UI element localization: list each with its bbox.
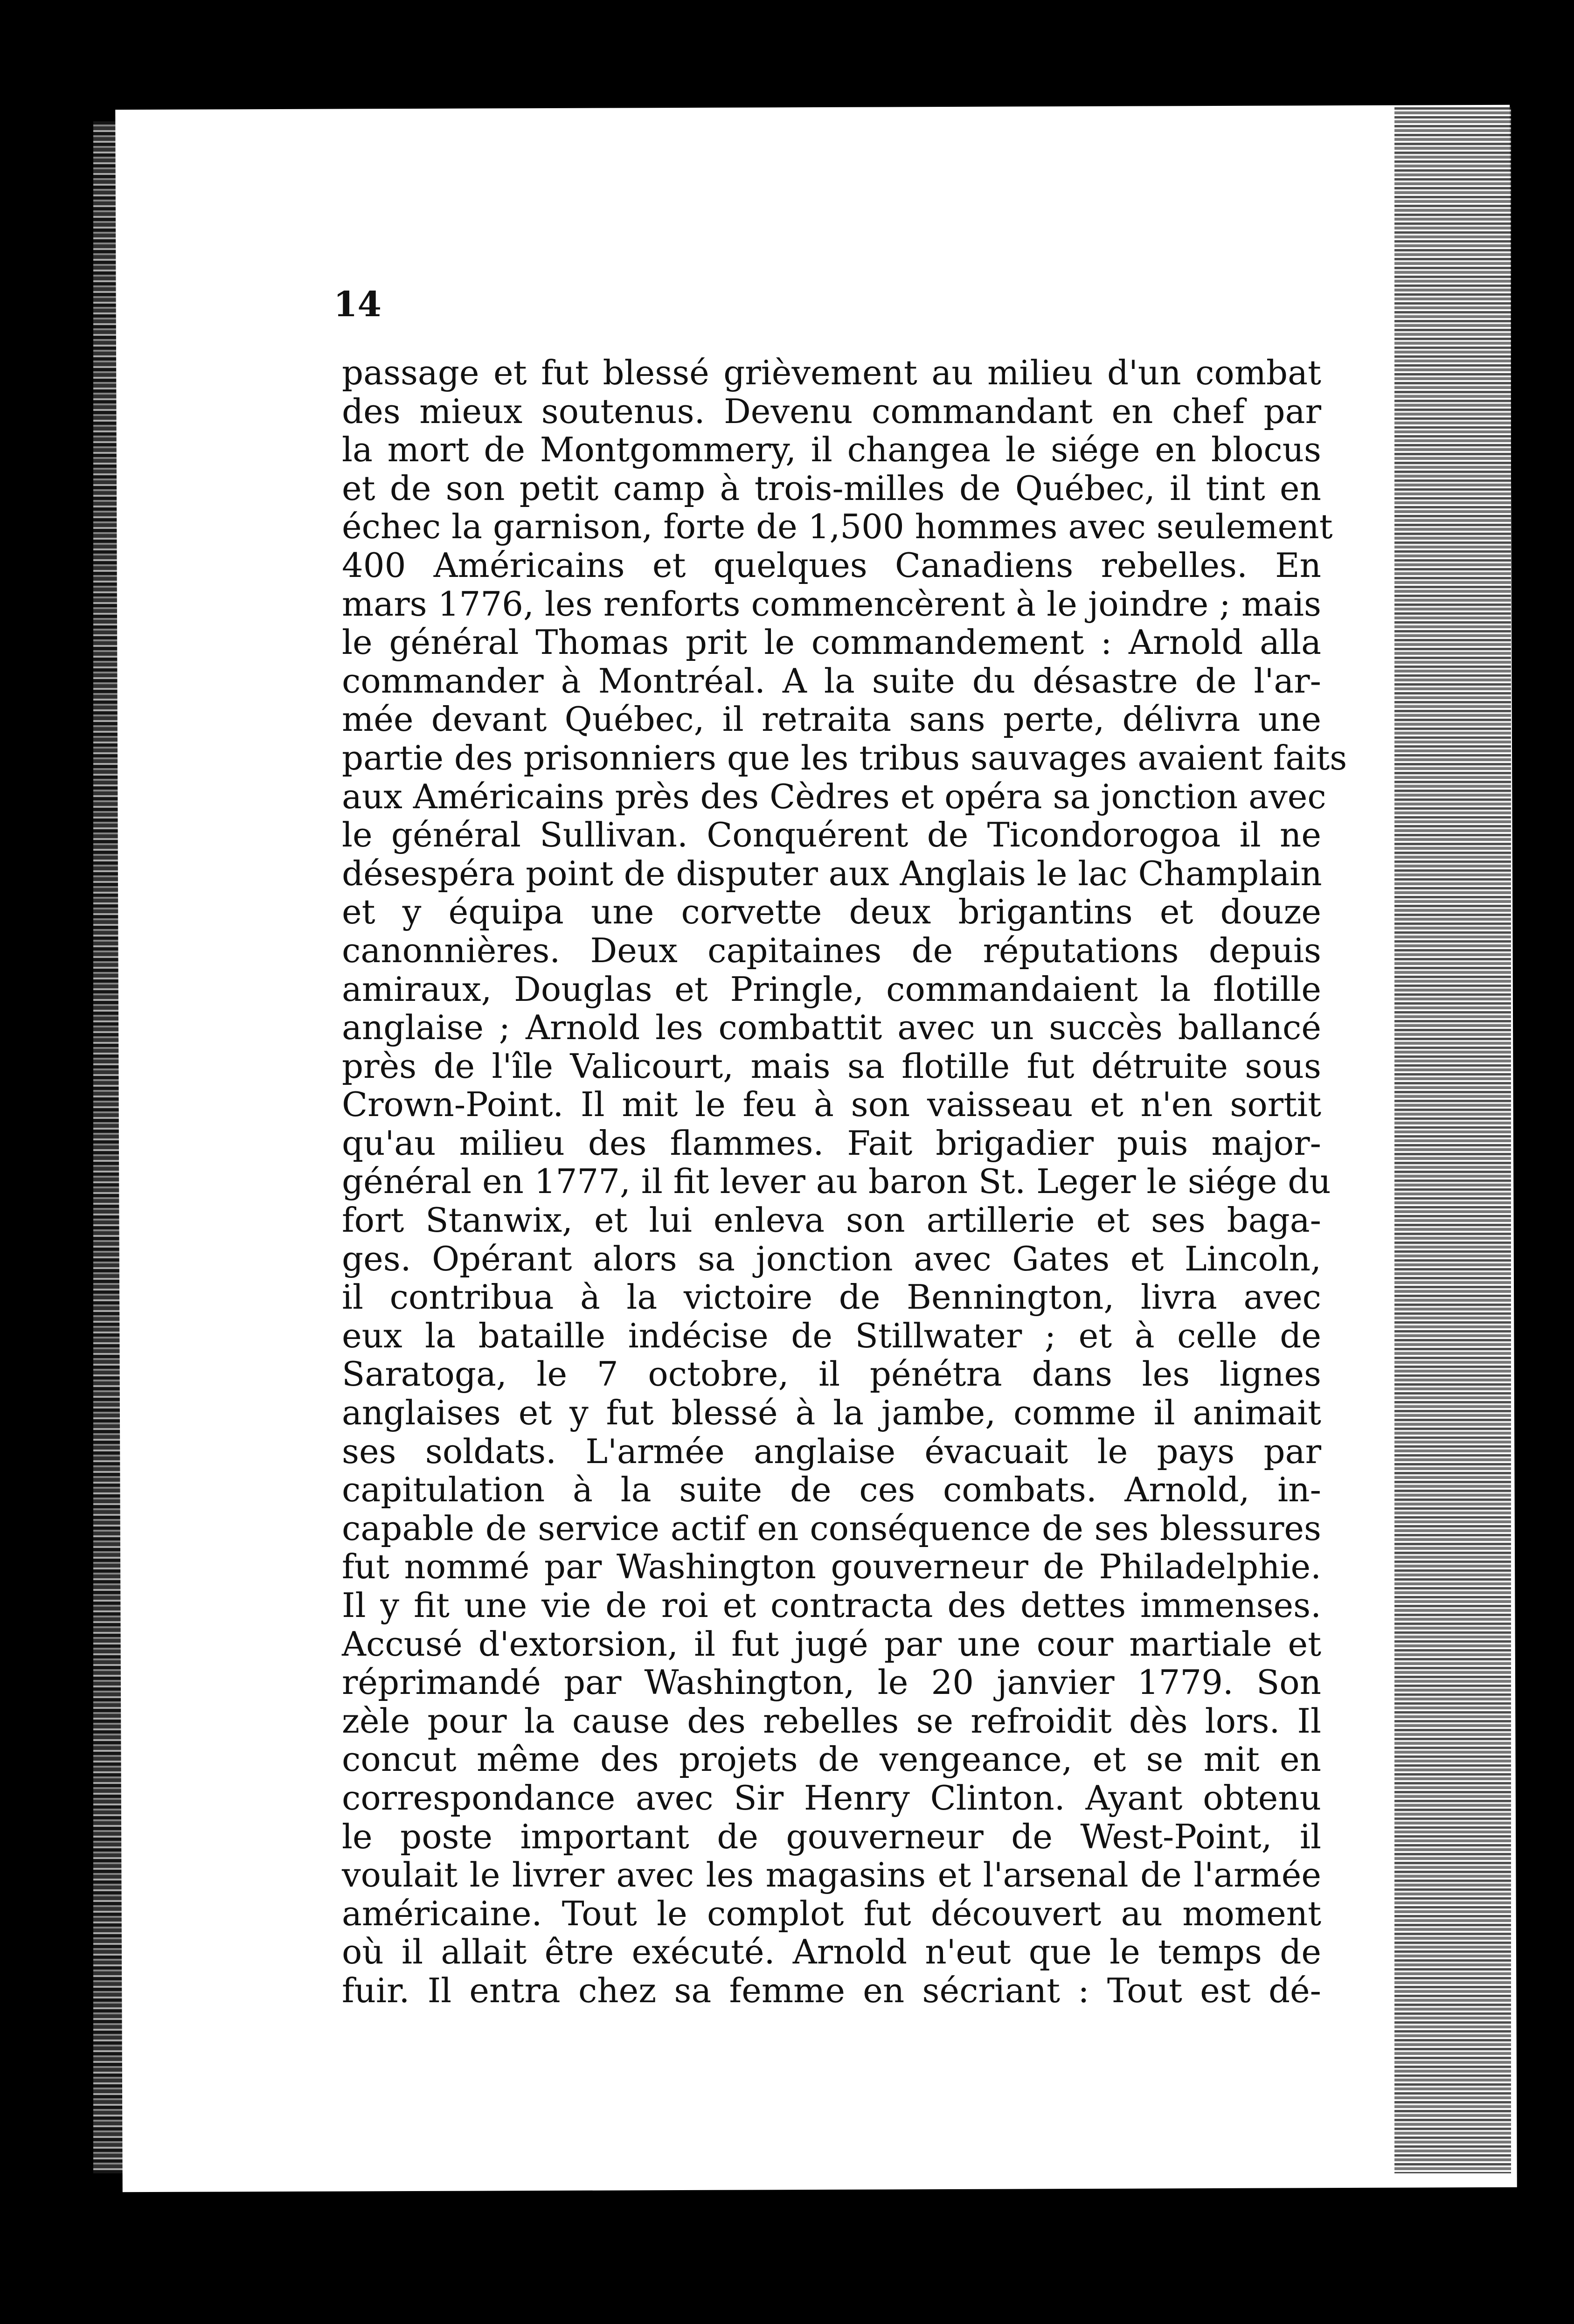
text-line: général en 1777, il fit lever au baron St. Leger le siége du [342,1162,1331,1201]
text-line: et de son petit camp à trois-milles de Québec, il tint en [342,468,1321,508]
text-line: Accusé d'extorsion, il fut jugé par une cour martiale et [342,1624,1321,1664]
text-line: 400 Américains et quelques Canadiens rebelles. En [342,545,1321,585]
text-line: Il y fit une vie de roi et contracta des dettes immenses. [342,1586,1321,1625]
text-line: anglaises et y fut blessé à la jambe, comme il animait [342,1393,1321,1433]
text-line: capable de service actif en conséquence de ses blessures [342,1508,1321,1548]
text-line: aux Américains près des Cèdres et opéra sa jonction avec [342,777,1326,816]
text-line: où il allait être exécuté. Arnold n'eut que le temps de [342,1932,1321,1972]
text-line: concut même des projets de vengeance, et se mit en [342,1740,1321,1779]
text-line: et y équipa une corvette deux brigantins et douze [342,892,1321,932]
text-line: Saratoga, le 7 octobre, il pénétra dans les lignes [342,1354,1321,1394]
text-line: correspondance avec Sir Henry Clinton. Ayant obtenu [342,1778,1321,1818]
text-line: mée devant Québec, il retraita sans perte, délivra une [342,700,1321,739]
text-line: voulait le livrer avec les magasins et l'arsenal de l'armée [342,1855,1321,1895]
text-line: Crown-Point. Il mit le feu à son vaisseau et n'en sortit [342,1085,1321,1124]
text-line: canonnières. Deux capitaines de réputations depuis [342,930,1321,970]
text-line: ses soldats. L'armée anglaise évacuait le pays par [342,1431,1321,1471]
text-line: la mort de Montgommery, il changea le siége en blocus [342,430,1321,470]
text-line: des mieux soutenus. Devenu commandant en chef par [342,391,1321,431]
text-line: qu'au milieu des flammes. Fait brigadier puis major- [342,1123,1321,1163]
text-line: commander à Montréal. A la suite du désastre de l'ar- [342,661,1321,701]
text-line: eux la bataille indécise de Stillwater ; et à celle de [342,1316,1321,1355]
text-line: mars 1776, les renforts commencèrent à le joindre ; mais [342,584,1321,624]
text-line: fut nommé par Washington gouverneur de Philadelphie. [342,1547,1321,1587]
text-line: ges. Opérant alors sa jonction avec Gates et Lincoln, [342,1239,1321,1278]
text-line: près de l'île Valicourt, mais sa flotille fut détruite sous [342,1046,1321,1086]
body-text [342,353,1347,2010]
text-line: échec la garnison, forte de 1,500 hommes avec seulement [342,507,1333,547]
text-line: fort Stanwix, et lui enleva son artillerie et ses baga- [342,1200,1321,1240]
text-line: le général Thomas prit le commandement : Arnold alla [342,623,1321,662]
text-line: le général Sullivan. Conquérent de Ticondorogoa il ne [342,815,1321,855]
page-number: 14 [333,284,381,325]
text-line: capitulation à la suite de ces combats. Arnold, in- [342,1470,1321,1510]
text-line: anglaise ; Arnold les combattit avec un succès ballancé [342,1008,1321,1048]
text-line: il contribua à la victoire de Bennington, livra avec [342,1277,1321,1317]
text-line: américaine. Tout le complot fut découvert au moment [342,1894,1321,1933]
text-line: partie des prisonniers que les tribus sauvages avaient faits [342,738,1347,777]
text-line: réprimandé par Washington, le 20 janvier 1779. Son [342,1663,1321,1702]
text-line: passage et fut blessé grièvement au milieu d'un combat [342,353,1321,392]
text-line: zèle pour la cause des rebelles se refroidit dès lors. Il [342,1701,1321,1741]
text-line: amiraux, Douglas et Pringle, commandaient la flotille [342,969,1321,1009]
right-page-edge [1394,107,1511,2173]
text-line: désespéra point de disputer aux Anglais le lac Champlain [342,853,1322,893]
text-line: fuir. Il entra chez sa femme en sécriant : Tout est dé- [342,1970,1321,2010]
text-line: le poste important de gouverneur de West-Point, il [342,1817,1321,1856]
